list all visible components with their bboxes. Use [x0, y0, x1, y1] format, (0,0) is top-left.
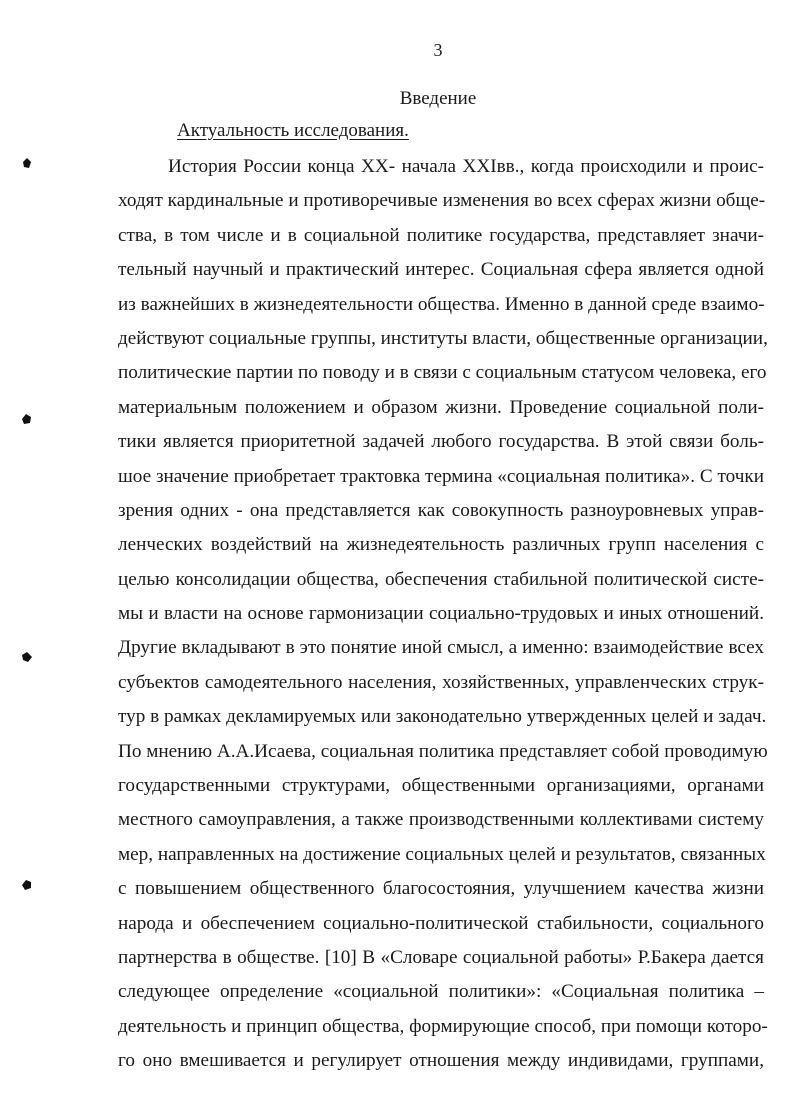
body-text: [118, 150, 768, 1079]
text-line: История России конца XX- начала XXIвв., когда происходили и проис-: [168, 156, 764, 177]
text-line: ходят кардинальные и противоречивые изменения во всех сферах жизни обще-: [118, 190, 766, 212]
text-line: партнерства в обществе. [10] В «Словаре социальной работы» Р.Бакера дается: [118, 946, 764, 968]
scan-mark: [22, 158, 32, 168]
section-subheading: Актуальность исследования.: [177, 120, 409, 141]
text-line: политические партии по поводу и в связи с социальным статусом человека, его: [118, 362, 767, 384]
page-number: 3: [433, 40, 443, 60]
text-line: деятельность и принцип общества, формирующие способ, при помощи которо-: [118, 1015, 768, 1037]
text-line: го оно вмешивается и регулирует отношения между индивидами, группами,: [118, 1050, 764, 1072]
text-line: целью консолидации общества, обеспечения стабильной политической систе-: [118, 568, 764, 590]
text-line: народа и обеспечением социально-политической стабильности, социального: [118, 912, 764, 934]
text-line: следующее определение «социальной политики»: «Социальная политика –: [118, 981, 764, 1003]
section-heading: Введение: [399, 88, 477, 109]
text-line: тики является приоритетной задачей любого государства. В этой связи боль-: [118, 431, 764, 453]
text-line: действуют социальные группы, институты власти, общественные организации,: [118, 327, 768, 349]
text-line: тельный научный и практический интерес. Социальная сфера является одной: [118, 259, 764, 281]
text-line: из важнейших в жизнедеятельности общества. Именно в данной среде взаимо-: [118, 293, 765, 315]
text-line: зрения одних - она представляется как совокупность разноуровневых управ-: [118, 499, 764, 521]
text-line: шое значение приобретает трактовка термина «социальная политика». С точки: [118, 465, 764, 487]
text-line: ства, в том числе и в социальной политике государства, представляет значи-: [118, 224, 764, 246]
text-line: субъектов самодеятельного населения, хозяйственных, управленческих струк-: [118, 671, 764, 693]
text-line: По мнению А.А.Исаева, социальная политика представляет собой проводимую: [118, 740, 768, 762]
text-line: с повышением общественного благосостояния, улучшением качества жизни: [118, 878, 764, 900]
scan-mark: [22, 652, 32, 662]
text-line: мы и власти на основе гармонизации социально-трудовых и иных отношений.: [118, 603, 764, 625]
text-line: ленческих воздействий на жизнедеятельность различных групп населения с: [118, 534, 764, 556]
scan-mark: [22, 414, 32, 424]
text-line: местного самоуправления, а также производственными коллективами систему: [118, 809, 764, 831]
text-line: государственными структурами, общественными организациями, органами: [118, 775, 764, 797]
text-line: мер, направленных на достижение социальных целей и результатов, связанных: [118, 843, 766, 865]
text-line: тур в рамках декламируемых или законодательно утвержденных целей и задач.: [118, 706, 767, 728]
scan-mark: [22, 880, 32, 890]
text-line: Другие вкладывают в это понятие иной смысл, а именно: взаимодействие всех: [118, 637, 764, 659]
text-line: материальным положением и образом жизни. Проведение социальной поли-: [118, 396, 764, 418]
